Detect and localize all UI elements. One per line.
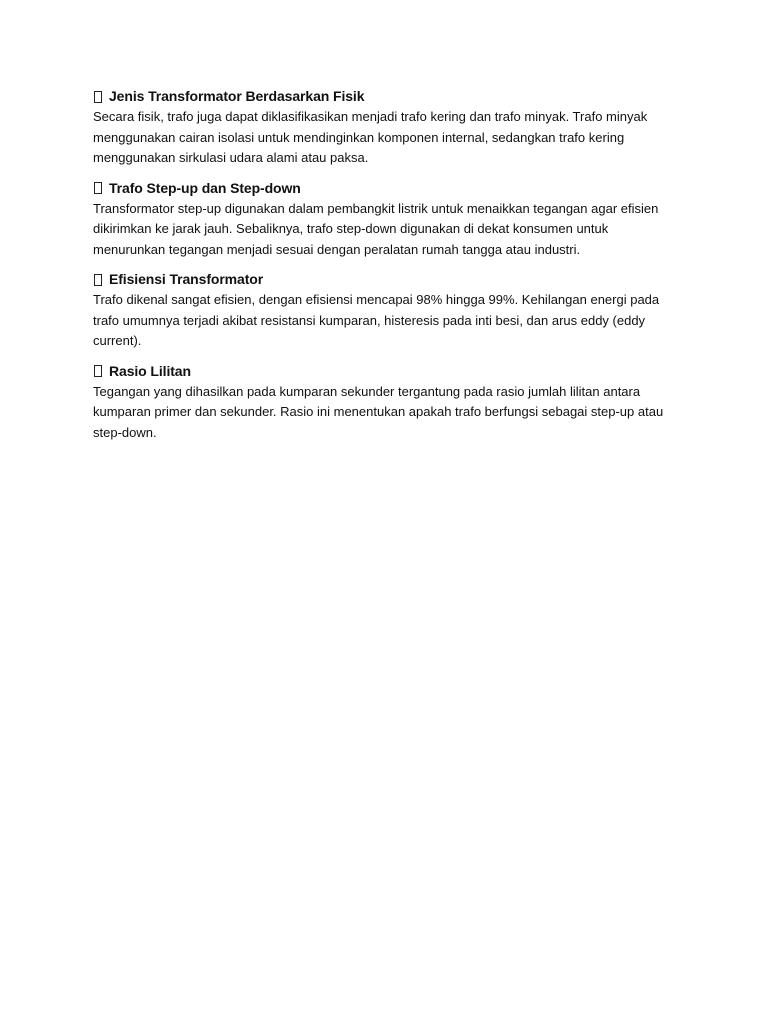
document-page	[93, 86, 683, 452]
box-glyph-icon	[94, 274, 102, 286]
section-body: Trafo dikenal sangat efisien, dengan efisiensi mencapai 98% hingga 99%. Kehilangan energi pada trafo umumnya terjadi akibat resistansi kumparan, histeresis pada inti besi, dan arus eddy (eddy current).	[93, 292, 660, 348]
box-glyph-icon	[94, 182, 102, 194]
section-step-up-step-down	[93, 178, 683, 261]
section-body: Transformator step-up digunakan dalam pembangkit listrik untuk menaikkan tegangan agar efisien dikirimkan ke jarak jauh. Sebaliknya, trafo step-down digunakan di dekat konsumen untuk menurunkan tegangan menjadi sesuai dengan peralatan rumah tangga atau industri.	[93, 200, 659, 257]
section-body: Tegangan yang dihasilkan pada kumparan sekunder tergantung pada rasio jumlah lilitan antara kumparan primer dan sekunder. Rasio ini menentukan apakah trafo berfungsi sebagai step-up atau step-down.	[93, 383, 664, 440]
section-jenis-transformator	[93, 86, 683, 169]
section-title: Efisiensi Transformator	[109, 271, 264, 287]
section-efisiensi	[93, 269, 683, 352]
section-heading	[93, 178, 683, 199]
section-body: Secara fisik, trafo juga dapat diklasifikasikan menjadi trafo kering dan trafo minyak. Trafo minyak menggunakan cairan isolasi untuk mendinginkan komponen internal, sedangkan trafo kering menggunakan sirkulasi udara alami atau paksa.	[93, 109, 648, 165]
section-heading	[93, 361, 683, 382]
section-title: Jenis Transformator Berdasarkan Fisik	[109, 88, 365, 104]
section-title: Trafo Step-up dan Step-down	[109, 179, 301, 196]
section-title: Rasio Lilitan	[109, 362, 191, 379]
section-heading	[93, 86, 683, 107]
section-rasio-lilitan	[93, 361, 683, 444]
section-heading	[93, 269, 683, 290]
box-glyph-icon	[94, 365, 102, 377]
box-glyph-icon	[94, 91, 102, 103]
